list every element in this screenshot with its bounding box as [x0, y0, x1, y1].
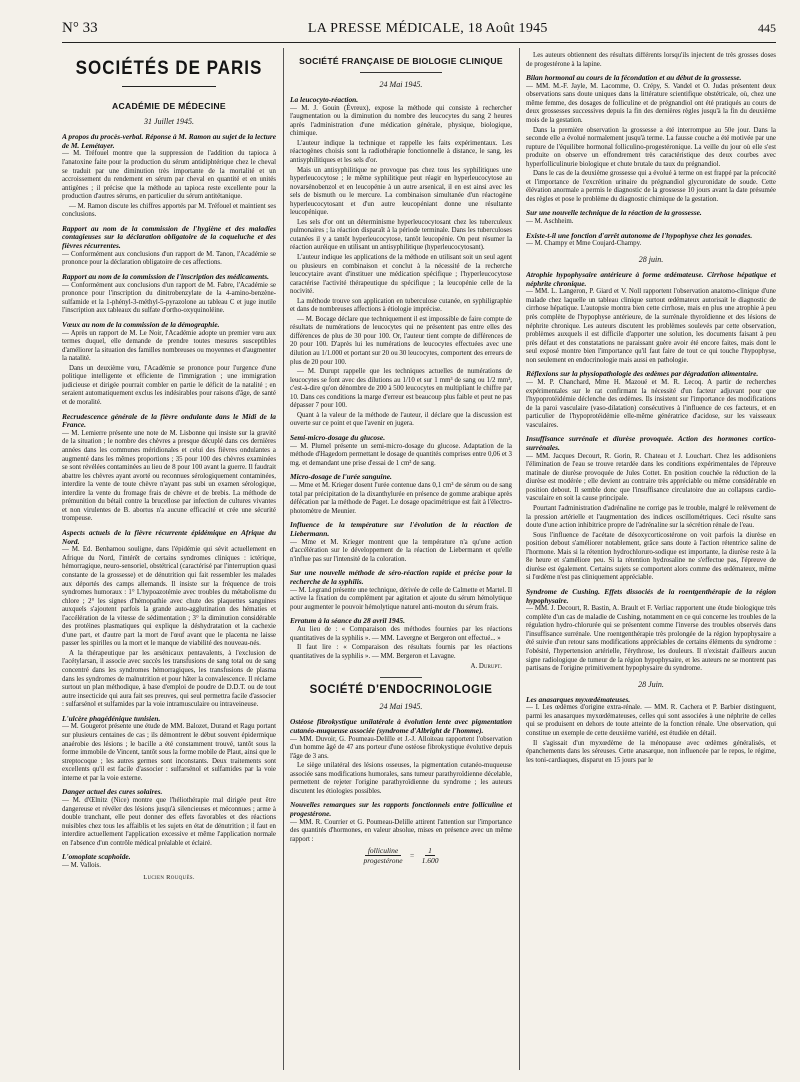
column-divider — [519, 48, 520, 1070]
column-divider — [283, 48, 284, 1070]
article-text: — M. Aschheim. — [526, 218, 574, 226]
article-text: Dans le cas de la deuxième grossesse qui a évolué à terme on est frappé par la précocité et l'importance de l'excrétion urinaire du prégnandiol glycuronidate de soude. Cette élévation anormale a permis le diagnostic de la grossesse 10 jours avant la date présumée des règles et pose le problème du diagnostic chimique de la gestation. — [526, 170, 776, 203]
session-date: 28 Juin. — [638, 679, 664, 689]
article-text: Dans un deuxième vœu, l'Académie se prononce pour l'urgence d'une politique intelligente et efficiente de l'immigration ; une immigration judicieuse et dirigée pourrait combler en partie le déficit de la natalité ; en seraient automatiquement exclus les indésirables pour raisons d'âge, de santé et de moralité. — [62, 364, 276, 406]
article-item — [526, 505, 776, 531]
article-item — [290, 617, 512, 626]
article-text: Les auteurs obtiennent des résultats différents lorsqu'ils injectent de très grosses doses de progestérone à la lapine. — [526, 52, 776, 68]
article-list — [290, 96, 512, 661]
article-text: Il s'agissait d'un myxœdème de la ménopause avec œdèmes généralisés, et épanchements dans les séreuses. Cette anasarque, non influencée par le repos, le régime, les toni-cardiaques, disparut en 15 jours par le — [526, 739, 776, 764]
article-text: — I. Les œdèmes d'origine extra-rénale. — MM. R. Cachera et P. Barbier distinguent, parmi les anasarques myxœdémateuses, celles qui sont associées à une néphrite de celles qui se produisent en dehors de toute atteinte de la fonction rénale. Une observation, qui constitue un exemple de cette deuxième variété, est étudiée en détail. — [526, 704, 776, 737]
page-number: 445 — [758, 21, 776, 35]
article-title: Ostéose fibrokystique unilatérale à évolution lente avec pigmentation cutanéo-muqueuse associée (syndrome d'Albright de l'homme). — [290, 717, 512, 735]
article-title: Réflexions sur la physiopathologie des œdèmes par dégradation alimentaire. — [526, 369, 759, 379]
ratio-formula — [290, 846, 512, 865]
article-text: — M. Tréfouel montre que la suppression de l'addition du tapioca à l'anatoxine faite pour la production du sérum antidiphtérique chez le cheval se traduit par une diminution très importante de la mortalité et un accroissement du rendement en sérum par cheval en quantité et en unités antigènes ; il précise que la méthode au tapioca reste excellente pour la production d'autres sérums, en particulier du sérum antitétanique. — [62, 150, 276, 201]
article-text: — MM. M.-F. Jayle, M. Lacomme, O. Crépy, S. Vandel et O. Judas présentent deux observations sans doute uniques dans la littérature scientifique obstétricale, où, chez une même femme, des dosages de folliculine et de prégnandiol ont été pratiqués au cours de deux grossesses successives depuis la fin des dernières règles jusqu'à la fin du deuxième mois de la gestation. — [526, 82, 776, 124]
article-text: — Conformément aux conclusions d'un rapport de M. Fabre, l'Académie se prononce pour l'inscription du dinitrobenzylate de la 4-amino-benzène-sulfamide et la 1-phényl-3-méthyl-5-pyrazolone au tableau C et juge inutile l'inscription aux tableaux du sulfate d'ortho-oxyquinoléine. — [62, 281, 276, 315]
article-item — [526, 52, 776, 69]
article-text: Le siège unilatéral des lésions osseuses, la pigmentation cutanéo-muqueuse associée sans modifications humorales, sans tumeur parathyroïdienne décelable, permettent de rejeter l'origine parathyroïdienne du syndrome ; les auteurs discutent les étiologies possibles. — [290, 762, 512, 795]
article-item — [290, 298, 512, 315]
article-title: Sur une nouvelle technique de la réaction de la grossesse. — [526, 208, 702, 218]
article-title: La leucocyto-réaction. — [290, 95, 359, 104]
section-heading: SOCIÉTÉ FRANÇAISE DE BIOLOGIE CLINIQUE — [299, 56, 503, 66]
article-item — [290, 219, 512, 253]
article-item — [290, 801, 512, 844]
article-item — [62, 650, 276, 710]
article-item — [290, 569, 512, 612]
session-date: 24 Mai 1945. — [379, 702, 423, 712]
article-item — [526, 696, 776, 739]
article-item — [290, 316, 512, 367]
article-text: Sous l'influence de l'acétate de désoxycorticostérone on voit parfois la diurèse en position debout s'améliorer notablement, grâce sans doute à l'action rétentrice saline de l'hormone. Mais si la rétention hydrochloruro-sodique est importante, la diurèse reste à la 8e heure et s'améliore peu. Si la rétention hydrosaline ne s'effectue pas, l'épreuve de diurèse est également. Certains sujets se comportent alors comme des œdémateux, même si l'œdème n'est pas cliniquement appréciable. — [526, 531, 776, 582]
article-title: Nouvelles remarques sur les rapports fonctionnels entre folliculine et progestérone. — [290, 800, 512, 819]
session-date: 24 Mai 1945. — [379, 80, 423, 89]
article-item — [62, 413, 276, 524]
article-text: — M. P. Chanchard, Mme H. Mazoué et M. R. Lecoq. A partir de recherches expérimentales sur le rat confirmant la nécessité d'un facteur adjuvant pour que l'hypoprotéidémie déclenche des œdèmes. Ils insistent sur l'importance des modifications de la paroi vasculaire (vaso-dilatation) consécutives à l'influence de ces facteurs, et en particulier de l'hypoprotéidémie elle-même génératrice d'acidose, sur les vaisseaux vasculaires. — [526, 378, 776, 429]
article-text: — M. Ed. Benhamou souligne, dans l'épidémie qui sévit actuellement en Afrique du Nord, l'intérêt de certains syndromes cliniques : ictérique, hémorragique, neuro-sensoriel, obstétrical (caractérisé par l'interruption quasi constante de la grossesse) et de dénutrition qui fait ressembler les malades aux déportés des camps allemands. Il insiste sur la fréquence de trois syndromes humoraux : 1° L'hypoazotémie avec troubles du métabolisme du chlore ; 2° les signes d'hémopathie avec chute des plaquettes sanguines auxquels s'ajoutent parfois la grande auto-agglutination des hématies et l'accélération de la vitesse de sédimentation ; 3° la diminution considérable des protéines plasmatiques qui explique la déshydratation et la cachexie d'une part, et d'autre part la mort de l'œuf avant que le placenta ne laisse passer les spirilles ou la mort et le manque de viabilité des nouveau-nés. — [62, 546, 276, 648]
article-item — [290, 434, 512, 468]
article-item — [526, 740, 776, 766]
article-title: Bilan hormonal au cours de la fécondation et au début de la grossesse. — [526, 73, 742, 83]
article-list — [526, 52, 776, 249]
article-text: A la thérapeutique par les arsénicaux pentavalents, à l'exclusion de l'acétylarsan, il associe avec succès les transfusions de sang total ou de sang concentré dans les syndromes hémorragiques, les transfusions de plasma dans les syndromes de malnutrition et pour hâter la convalescence. Il réclame surtout un plan méthodique, à base d'emploi de poudre de D.D.T. ou de tout autre insecticide qui aura fait ses preuves, qui seul permettra facile d'associer : sulfarsénol et sulfamides par la voie intramusculaire ou intraveineuse. — [62, 649, 276, 709]
article-title: L'ulcère phagédénique tunisien. — [62, 713, 161, 723]
article-item — [526, 532, 776, 583]
article-title: Sur une nouvelle méthode de séro-réaction rapide et précise pour la recherche de la syphilis. — [290, 568, 512, 586]
article-item — [290, 473, 512, 516]
article-title: Semi-micro-dosage du glucose. — [290, 432, 386, 442]
article-text: L'auteur indique la technique et rappelle les faits expérimentaux. Les réactogènes choisis sont la radiothérapie fonctionnelle à distance, le sang, les antisyphilitiques et les sels d'or. — [290, 139, 512, 164]
article-item — [62, 133, 276, 202]
article-item — [290, 368, 512, 411]
article-text: — M. Lemierre présente une note de M. Lisbonne qui insiste sur la gravité de la situation ; le nombre des chèvres a presque décuplé dans ces dernières années dans les communes méridionales et celui des fièvres ondulantes a augmenté dans les mêmes proportions ; 35 pour 100 des chèvres examinées se sont révélées contaminées au lieu de 8 pour 100 avant la guerre. Il faudrait abattre les chèvres ayant avorté ou reconnues sérologiquement contaminées, interdire la vente de toute chèvre n'ayant pas subi un examen sérologique, interdire la vente du fromage frais de chèvre et de brebis. La méthode de prémunition du bétail contre la brucellose par infection de cultures vivantes et non virulentes de B. abortus n'a aucune efficacité et crée une sécurité trompeuse. — [62, 429, 276, 523]
article-item — [62, 788, 276, 848]
article-item — [290, 718, 512, 761]
masthead — [62, 20, 776, 42]
article-text: — MM. R. Courrier et G. Poumeau-Delille attirent l'attention sur l'importance des quantités d'hormones, en valeur absolue, mises en présence avec un même rapport : — [290, 818, 512, 843]
article-text: Dans la première observation la grossesse a été interrompue au 50e jour. Dans la seconde elle a évolué normalement jusqu'à terme. La fausse couche a été motivée par une rupture de l'équilibre hormonal folliculino-progestéronique. La veille du jour où elle s'est produite on observe un effondrement très caractéristique des deux courbes avec hyperfolliculinurie biologique et chute brutale du taux du prégnandiol. — [526, 126, 776, 168]
column-3 — [526, 52, 776, 1072]
article-text: La méthode trouve son application en tuberculose cutanée, en syphiligraphie et dans de nombreuses affections à étiologie imprécise. — [290, 297, 512, 314]
article-item — [526, 74, 776, 125]
formula-equals: = — [409, 851, 415, 861]
article-text: — M. Champy et Mme Coujard-Champy. — [526, 240, 642, 248]
article-item — [526, 435, 776, 504]
article-text: — Mme et M. Krieger montrent que la température n'a qu'une action d'accélération sur le développement de la réaction de Liebermann et qu'elle n'influe pas sur l'intensité de la coloration. — [290, 538, 512, 563]
article-item — [290, 412, 512, 429]
article-title: Insuffisance surrénale et diurèse provoquée. Action des hormones cortico-surrénales. — [526, 434, 776, 452]
article-text: — M. Vallois. — [62, 861, 101, 869]
article-title: Erratum à la séance du 28 avril 1945. — [290, 616, 405, 626]
article-list — [62, 133, 276, 870]
article-text: — M. J. Gouin (Évreux), expose la méthode qui consiste à rechercher l'augmentation ou la diminution du nombre des leucocytes du sang 2 heures après l'administration d'une médication générale, physique, biologique, chimique. — [290, 104, 512, 138]
masthead-rule — [62, 42, 776, 43]
article-title: L'omoplate scaphoïde. — [62, 852, 131, 862]
article-item — [62, 715, 276, 784]
article-title: Existe-t-il une fonction d'arrêt autonome de l'hypophyse chez les gonades. — [526, 230, 753, 240]
article-item — [290, 254, 512, 297]
column-2 — [290, 52, 512, 1072]
article-text: — Après un rapport de M. Le Noir, l'Académie adopte un premier vœu aux termes duquel, elle demande de prendre toutes mesures susceptibles d'améliorer la situation des familles nombreuses ou moyennes et d'augmenter la natalité. — [62, 329, 276, 363]
article-title: Syndrome de Cushing. Effets dissociés de la roentgenthérapie de la région hypophysaire. — [526, 586, 776, 605]
session-date: 31 Juillet 1945. — [144, 117, 194, 126]
article-title: Danger actuel des cures solaires. — [62, 787, 163, 797]
divider — [380, 677, 422, 678]
heading-rule — [122, 86, 216, 87]
article-text: — MM. L. Langeron, P. Giard et V. Noll rapportent l'observation anatomo-clinique d'une malade chez laquelle un tableau clinique surtout œdémateux autorisait le diagnostic de cirrhose hépatique. L'autopsie montra bien cette cirrhose, mais en plus une atrophie à peu près complète de l'hypophyse antérieure, de la surrénale thyroïdienne et des lésions de néphrite chronique. Les auteurs discutent les problèmes soulevés par cette observation, problèmes auxquels il est difficile d'apporter une solution, les documents faisant à peu près défaut et des constatations ne paraissant guère avoir été encore faites, mais dont le seul exposé montre bien l'importance qu'il faut faire de tout ce qui touche l'hypophyse, non seulement en endocrinologie mais aussi en pathologie. — [526, 288, 776, 364]
article-title: Micro-dosage de l'urée sanguine. — [290, 472, 392, 482]
article-text: — Conformément aux conclusions d'un rapport de M. Tanon, l'Académie se prononce pour la déclaration obligatoire de ces affections. — [62, 250, 276, 267]
article-text: Au lieu de : « Comparaison des méthodes fournies par les réactions quantitatives de la syphilis ». — MM. Lavergne et Bergeron ont effectué... » — [290, 625, 512, 642]
article-text: Il faut lire : « Comparaison des résultats fournis par les réactions quantitatives de la syphilis ». — MM. Bergeron et Lavagne. — [290, 644, 512, 660]
article-item — [526, 271, 776, 365]
article-title: Influence de la température sur l'évolution de la réaction de Liebermann. — [290, 520, 512, 538]
article-title: Rapport au nom de la commission de l'hygiène et des maladies contagieuses sur la déclaration obligatoire de la coqueluche et des fièvres récurrentes. — [62, 223, 276, 251]
article-text: — MM. J. Decourt, R. Bastin, A. Brault et F. Verliac rapportent une étude biologique très complète d'un cas de maladie de Cushing, notamment en ce qui concerne les troubles de la régulation hydro-chlorurée qui se présentent comme l'inverse des troubles observés dans l'insuffisance surrénale. Une roentgenthérapie très prolongée de la région hypophysaire a été suivie d'un retour sans modifications appréciables de certains éléments du syndrome : l'obésité, l'hypertension artérielle, l'érythrose, les douleurs. Il n'existait d'ailleurs aucun signe radiologique de tumeur de la région hypophysaire, et les auteurs ne se montrent pas partisans de l'origine primitivement hypophysaire du syndrome. — [526, 605, 776, 673]
main-heading: SOCIÉTÉS DE PARIS — [75, 56, 263, 79]
article-item — [62, 203, 276, 220]
article-item — [526, 127, 776, 170]
article-text: Les sels d'or ont un déterminisme hyperleucocytosant chez les tuberculeux pulmonaires ; la réaction disparaît à la période terminale. Dans les tuberculoses cutanées il y a tantôt hyperleucocytose, tantôt leucopénie. On peut résumer la réaction auréique en utilisant un antisyphilitique (hyperleucocytosant). — [290, 218, 512, 252]
formula-numerator: folliculine — [365, 846, 401, 856]
column-1 — [62, 52, 276, 1072]
article-text: Quant à la valeur de la méthode de l'auteur, il déclare que la discussion est ouverte sur ce point et que l'avenir en jugera. — [290, 411, 512, 428]
article-text: — MM. Duvoir, G. Poumeau-Delille et J.-J. Alloiteau rapportent l'observation d'un homme âgé de 47 ans porteur d'une ostéose fibrokystique évolutive depuis l'âge de 3 ans. — [290, 735, 512, 760]
article-text: — M. Gougerot présente une étude de MM. Balozet, Durand et Ragu portant sur plusieurs centaines de cas ; ils démontrent le début souvent épidermique anaérobie des lésions ; le bacille a été constamment trouvé, tantôt sous la forme immobile de Vincent, tantôt sous la forme mobile de Plaut, ainsi que le streptocoque ; les autres germes sont inconstants. Deux traitements sont excellents qu'il est facile d'associer : sulfarsénol et sulfamides par la voie interne et par la voie externe. — [62, 723, 276, 782]
formula-ratio-denominator: 1.600 — [421, 856, 439, 866]
article-item — [62, 273, 276, 316]
article-item — [290, 762, 512, 796]
article-text: — MM. Jacques Decourt, R. Gorin, R. Chateau et J. Louchart. Chez les addisoniens l'élimination de l'eau se trouve retardée dans les conditions expérimentales de l'épreuve matinale de diurèse provoquée de Jules Cottet. En position couchée la réduction de la diurèse est modérée ; elle devient au contraire très appréciable ou même considérable en position debout. Il semble donc que l'insuffisance circulatoire due au collapsus cardio-vasculaire en soit la cause principale. — [526, 452, 776, 503]
formula-denominator: progestérone — [363, 856, 403, 866]
article-item — [526, 370, 776, 430]
article-text: L'auteur indique les applications de la méthode en utilisant soit un seul agent ou plusieurs en combinaison et conclut à la nécessité de la recherche leucocytaire avant d'instituer une médication spécifique ; l'hyperleucocytose caractérise l'activité thérapeutique du spécifique ; la leucopénie celle de la nocivité. — [290, 254, 512, 296]
article-item — [290, 644, 512, 661]
article-list — [526, 696, 776, 766]
article-item — [62, 853, 276, 870]
section-heading: SOCIÉTÉ D'ENDOCRINOLOGIE — [309, 684, 493, 697]
article-item — [290, 626, 512, 643]
author-signature: A. Durupt. — [470, 663, 502, 671]
article-title: Recrudescence générale de la fièvre ondulante dans le Midi de la France. — [62, 411, 276, 430]
article-item — [290, 521, 512, 564]
article-item — [526, 588, 776, 674]
article-text: — M. d'Œlnitz (Nice) montre que l'héliothérapie mal dirigée peut être dangereuse et révéler des lésions jusqu'à silencieuses et méconnues ; arme à double tranchant, elle peut donner des effets favorables et des réactions nuisibles chez tous les affaiblis et les sujets en état de dénutrition ; il faut en interdire actuellement l'application excessive et même l'application normale en l'absence d'un contrôle médical préalable et éclairé. — [62, 796, 276, 847]
article-item — [526, 170, 776, 204]
article-text: — M. Durupt rappelle que les techniques actuelles de numérations de leucocytes se font avec des dilutions au 1/10 et sur 1 mm³ de sang ou 1/2 mm³, c'est-à-dire qu'on dénombre de 200 à 500 leucocytes en multipliant le chiffre par 10. Dans ces conditions la marge d'erreur est beaucoup plus faible et peut ne pas dépasser 7 pour 100. — [290, 368, 512, 410]
article-text: — M. Ramon discute les chiffres apportés par M. Tréfouel et maintient ses conclusions. — [62, 202, 276, 219]
article-text: — M. Legrand présente une technique, dérivée de celle de Calmette et Martel. Il active la fixation du complément par agitation et ajoute du sérum hémolytique pour augmenter le pouvoir hémolytique naturel anti-mouton du sérum frais. — [290, 586, 512, 611]
article-item — [526, 232, 776, 249]
article-item — [62, 529, 276, 649]
session-date: 28 juin. — [638, 254, 664, 264]
article-title: A propos du procès-verbal. Réponse à M. Ramon au sujet de la lecture de M. Lemétayer. — [62, 132, 276, 150]
author-signature: Lucien Rouquès. — [143, 874, 195, 882]
article-text: — M. Bocage déclare que techniquement il est impossible de faire compte de résultats de numérations de leucocytes qui ne présentent pas entre elles des différences de plus de 30 pour 100. Or, l'auteur tient compte de différences de 20 pour 100. D'après lui les numérations de leucocytes effectuées avec une dilution au 1/1.000 et portant sur 20 ou 30 leucocytes, comportent des erreurs de plus de 20 pour 100. — [290, 315, 512, 366]
article-item — [290, 96, 512, 139]
article-text: — M. Plumel présente un semi-micro-dosage du glucose. Adaptation de la méthode d'Hagedorn permettant le dosage de quantités comprises entre 0,06 et 3 mg. et demandant une prise d'essai de 1 cm³ de sang. — [290, 442, 512, 467]
article-text: Pourtant l'administration d'adrénaline ne corrige pas le trouble, malgré le relèvement de la pression artérielle et l'augmentation des indices oscillométriques. Ceci résulte sans doute d'une action inhibitrice propre de l'adrénaline sur la sécrétion rénale de l'eau. — [526, 504, 776, 530]
heading-rule — [360, 72, 442, 73]
article-text: — Mme et M. Krieger dosent l'urée contenue dans 0,1 cm³ de sérum ou de sang total par précipitation de la dixanthylurée en présence de gomme arabique après défécation par la méthode de Paget. Le dosage opacimétrique est fait à l'électro-photomètre de Meunier. — [290, 481, 512, 515]
article-title: Atrophie hypophysaire antérieure à forme œdémateuse. Cirrhose hépatique et néphrite chronique. — [526, 269, 776, 288]
section-heading: ACADÉMIE DE MÉDECINE — [112, 101, 226, 111]
issue-number: N° 33 — [62, 20, 98, 36]
article-item — [290, 140, 512, 166]
article-title: Vœux au nom de la commission de la démographie. — [62, 319, 220, 329]
journal-title: LA PRESSE MÉDICALE, 18 Août 1945 — [307, 21, 548, 36]
article-list — [526, 271, 776, 674]
article-title: Rapport au nom de la commission de l'inscription des médicaments. — [62, 271, 269, 281]
article-text: Mais un antisyphilitique ne provoque pas chez tous les syphilitiques une hyperleucocytose ; le même syphilitique peut réagir en hyperleucocytose au novarsénobenzol et en leucopénie à un autre arsenical, il en est ainsi avec les sels de bismuth ou le mercure. La combinaison simultanée d'un réactogène hyperleucocytosant et d'un autre leucopéniant donne une résultante leucopénique. — [290, 166, 512, 217]
article-item — [62, 365, 276, 408]
article-list — [290, 718, 512, 844]
article-item — [526, 209, 776, 226]
article-item — [62, 321, 276, 364]
article-title: Les anasarques myxœdémateuses. — [526, 694, 631, 704]
article-item — [62, 225, 276, 268]
formula-ratio-numerator: 1 — [425, 846, 435, 856]
article-title: Aspects actuels de la fièvre récurrente épidémique en Afrique du Nord. — [62, 527, 276, 546]
article-item — [290, 167, 512, 218]
